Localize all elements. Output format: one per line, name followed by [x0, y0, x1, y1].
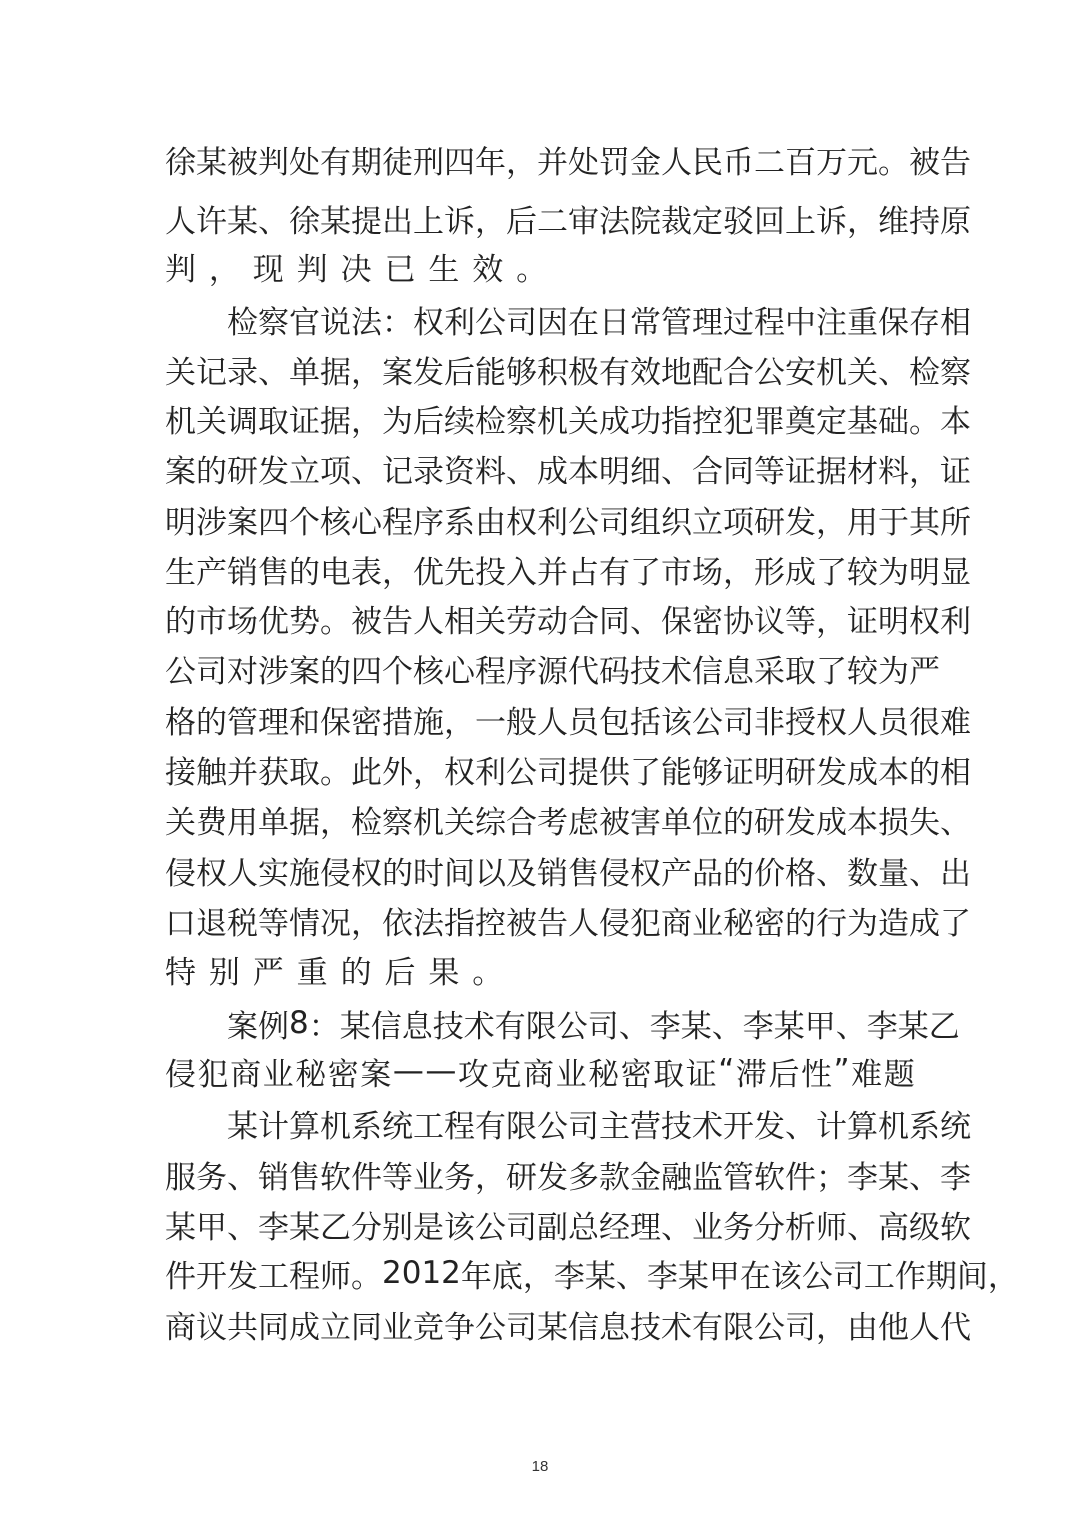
text-line: 接 触 并 获 取 。 此 外 ， 权 利 公 司 提 供 了 能 够 证 明 研 发 成 本 的 相 [165, 754, 971, 791]
text-line: 侵 权 人 实 施 侵 权 的 时 间 以 及 销 售 侵 权 产 品 的 价 格 、 数 量 、 出 [165, 855, 971, 892]
case-heading-line: 案 例 8 ： 某 信 息 技 术 有 限 公 司 、 李 某 、 李 某 甲 、 李 某 乙 [227, 1005, 960, 1045]
text-line: 生 产 销 售 的 电 表 ， 优 先 投 入 并 占 有 了 市 场 ， 形 成 了 较 为 明 显 [165, 554, 971, 591]
text-line: 的 市 场 优 势 。 被 告 人 相 关 劳 动 合 同 、 保 密 协 议 等 ， 证 明 权 利 [165, 603, 971, 640]
text-line: 格 的 管 理 和 保 密 措 施 ， 一 般 人 员 包 括 该 公 司 非 授 权 人 员 很 难 [165, 704, 971, 741]
text-line: 商 议 共 同 成 立 同 业 竞 争 公 司 某 信 息 技 术 有 限 公 司 ， 由 他 人 代 [165, 1309, 971, 1346]
text-line: 判 ， 现 判 决 已 生 效 。 [165, 251, 548, 288]
text-line: 案 的 研 发 立 项 、 记 录 资 料 、 成 本 明 细 、 合 同 等 证 据 材 料 ， 证 [165, 453, 971, 490]
text-line: 某 计 算 机 系 统 工 程 有 限 公 司 主 营 技 术 开 发 、 计 算 机 系 统 [227, 1108, 971, 1145]
text-line: 机 关 调 取 证 据 ， 为 后 续 检 察 机 关 成 功 指 控 犯 罪 奠 定 基 础 。 本 [165, 403, 971, 440]
text-line: 公 司 对 涉 案 的 四 个 核 心 程 序 源 代 码 技 术 信 息 采 取 了 较 为 严 [165, 653, 940, 690]
text-line: 人 许 某 、 徐 某 提 出 上 诉 ， 后 二 审 法 院 裁 定 驳 回 上 诉 ， 维 持 原 [165, 203, 971, 240]
text-line: 检 察 官 说 法 ： 权 利 公 司 因 在 日 常 管 理 过 程 中 注 重 保 存 相 [227, 304, 971, 341]
text-line: 明 涉 案 四 个 核 心 程 序 系 由 权 利 公 司 组 织 立 项 研 发 ， 用 于 其 所 [165, 504, 971, 541]
text-line: 关 记 录 、 单 据 ， 案 发 后 能 够 积 极 有 效 地 配 合 公 安 机 关 、 检 察 [165, 354, 971, 391]
text-line: 徐 某 被 判 处 有 期 徒 刑 四 年 ， 并 处 罚 金 人 民 币 二 百 万 元 。 被 告 [165, 144, 971, 181]
text-line: 口 退 税 等 情 况 ， 依 法 指 控 被 告 人 侵 犯 商 业 秘 密 的 行 为 造 成 了 [165, 905, 971, 942]
page-number: 18 [531, 1458, 549, 1475]
text-line: 某 甲 、 李 某 乙 分 别 是 该 公 司 副 总 经 理 、 业 务 分 析 师 、 高 级 软 [165, 1209, 971, 1246]
case-heading-line: 侵 犯 商 业 秘 密 案 — — 攻 克 商 业 秘 密 取 证 “ 滞 后 性 ” 难 题 [165, 1053, 915, 1093]
text-line: 服 务 、 销 售 软 件 等 业 务 ， 研 发 多 款 金 融 监 管 软 件 ； 李 某 、 李 [165, 1159, 971, 1196]
text-line: 件 开 发 工 程 师 。 2012 年 底 ， 李 某 、 李 某 甲 在 该 公 司 工 作 期 间 ， [165, 1255, 1019, 1295]
text-line: 关 费 用 单 据 ， 检 察 机 关 综 合 考 虑 被 害 单 位 的 研 发 成 本 损 失 、 [165, 804, 971, 841]
text-line: 特 别 严 重 的 后 果 。 [165, 954, 504, 991]
